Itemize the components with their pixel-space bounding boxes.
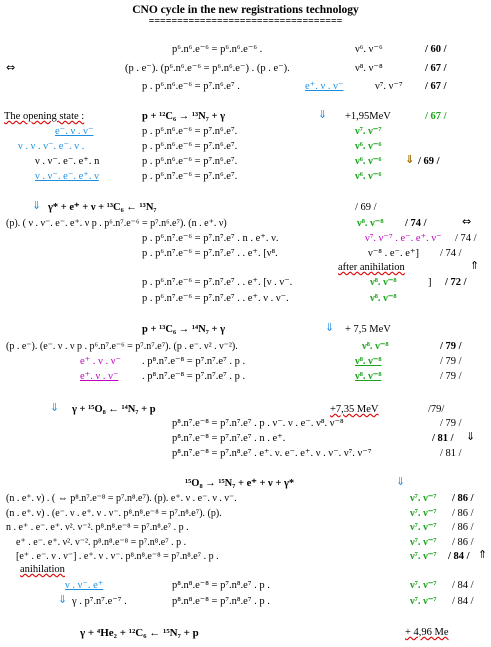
nu-line-27: ν⁷. ν⁻⁷ [410,522,437,533]
formula-line-25: (n . e⁺. ν) . ( ⇔ p⁸.n⁷.e⁻⁸ = p⁷.n⁸.e⁷). (p). e⁺. ν . e⁻. ν . ν⁻. [6,493,237,504]
down-arrow-icon: ⇓ [396,475,406,488]
ref-line-14: / 72 / [445,277,467,288]
left-line-8: ν . ν⁻. e⁻. e⁺. ν [35,171,99,182]
ref-line-23: / 81 / [440,448,462,459]
ref-line-12: / 74 / [440,248,462,259]
opening-ref: / 67 / [425,111,447,122]
left-line-18: e⁺ . ν . ν⁻ [80,356,121,367]
nu-line-14: ν⁸. ν⁻⁸ [370,277,397,288]
formula-line-21: p⁸.n⁷.e⁻⁸ = p⁷.n⁷.e⁷ . p . ν⁻. ν . e⁻. ν⁸. ν⁻⁸ [172,418,344,429]
formula-line-1: p⁶.n⁶.e⁻⁶ = p⁶.n⁶.e⁻⁶ . [172,44,263,55]
page-title: CNO cycle in the new registrations technology [132,4,359,16]
down-arrow-icon: ⇓ [466,430,476,443]
nu-line-12: ν⁻⁸ . e⁻. e⁺] [368,248,419,259]
nu-line-18: ν⁸. ν⁻⁸ [355,356,382,367]
ref-line-27: / 86 / [452,522,474,533]
formula-line-11: p . p⁶.n⁷.e⁻⁶ = p⁷.n⁷.e⁷ . n . e⁺. ν. [142,233,279,244]
formula-line-29: [e⁺ . e⁻. ν . ν⁻] . e⁺. ν . ν⁻. p⁸.n⁸.e⁻⁸ = p⁷.n⁸.e⁷ . p . [16,551,219,562]
formula-line-14: p . p⁶.n⁷.e⁻⁶ = p⁷.n⁷.e⁷ . . e⁺. [ν . ν⁻. [142,277,293,288]
equation-3: γ + ¹⁵O₈ ← ¹⁴N₇ + p [72,404,156,415]
nu-line-1: ν⁶. ν⁻⁶ [355,44,383,55]
formula-line-10: (p). ( ν . ν⁻. e⁻. e⁺. ν p . p⁶.n⁷.e⁻⁶ = p⁷.n⁶.e⁷). (n . e⁺. ν) [6,218,227,229]
left-line-19: e⁺. ν . ν⁻ [80,371,119,382]
left-line-31: ν . ν⁻. e⁺ [65,580,104,591]
ref-line-11: / 74 / [455,233,477,244]
down-arrow-icon: ⇓ [325,321,335,334]
down-arrow-icon: ⇓ [50,401,60,414]
nu-line-17: ν⁸. ν⁻⁸ [362,341,389,352]
ref-line-1: / 60 / [425,44,447,55]
equivalence-arrow-icon: ⇔ [462,215,472,228]
formula-line-8: p . p⁶.n⁷.e⁻⁶ = p⁷.n⁶.e⁷. [142,171,238,182]
left-line-7: ν . ν⁻. e⁻. e⁺. n [35,156,100,167]
formula-line-5: p . p⁶.n⁶.e⁻⁶ = p⁷.n⁶.e⁷. [142,126,238,137]
ref-line-22: / 81 / [432,433,454,444]
down-arrow-icon: ⇓ [318,108,328,121]
up-arrow-icon: ⇑ [478,548,488,561]
formula-line-6: p . p⁶.n⁶.e⁻⁶ = p⁷.n⁶.e⁷. [142,141,238,152]
down-arrow-icon: ⇓ [58,593,68,606]
formula-line-23: p⁸.n⁷.e⁻⁸ = p⁷.n⁸.e⁷ . e⁺. ν. e⁻. e⁺. ν . ν⁻. ν⁷. ν⁻⁷ [172,448,372,459]
nu-line-25: ν⁷. ν⁻⁷ [410,493,437,504]
ref-line-2: / 67 / [425,63,447,74]
extra-line-3: e⁺. ν . ν⁻ [305,81,344,92]
ref-line-18: / 79 / [440,356,462,367]
down-arrow-icon: ⇓ [405,153,415,166]
ref-line-21: / 79 / [440,418,462,429]
ref-line-19: / 79 / [440,371,462,382]
up-arrow-icon: ⇑ [470,259,480,272]
ref-line-26: / 86 / [452,508,474,519]
opening-energy: +1,95MeV [345,111,391,122]
anihilation-label: anihilation [20,564,65,575]
left-line-32: γ . p⁷.n⁷.e⁻⁷ . [72,596,127,607]
ref-line-31: / 84 / [452,580,474,591]
formula-line-17: (p . e⁻). (e⁻. ν . ν p . p⁶.n⁷.e⁻⁶ = p⁷.n⁷.e⁷). (p . e⁻. ν² . ν⁻²). [6,341,238,352]
formula-line-27: n . e⁺ . e⁻. e⁺. ν². ν⁻². p⁸.n⁸.e⁻⁸ = p⁷.n⁸.e⁷ . p . [6,522,189,533]
ref-line-25: / 86 / [452,493,474,504]
nu-line-3: ν⁷. ν⁻⁷ [375,81,403,92]
nu-line-26: ν⁷. ν⁻⁷ [410,508,437,519]
equation-2: p + ¹³C₆ → ¹⁴N₇ + γ [142,324,226,335]
equivalence-arrow-icon: ⇔ [6,61,16,74]
nu-line-31: ν⁷. ν⁻⁷ [410,580,437,591]
ref-line-32: / 84 / [452,596,474,607]
nu-line-10: ν⁸. ν⁻⁸ [357,218,384,229]
formula-line-18: . p⁸.n⁷.e⁻⁸ = p⁷.n⁷.e⁷ . p . [142,356,246,367]
formula-line-7: p . p⁶.n⁶.e⁻⁶ = p⁷.n⁶.e⁷. [142,156,238,167]
equation-4: ¹⁵O₈ → ¹⁵N₇ + e⁺ + ν + γ* [185,478,295,489]
ref-line-29: / 84 / [448,551,470,562]
formula-line-26: (n . e⁺. ν) . (e⁻. ν . e⁺. ν . ν⁻. p⁸.n⁸.e⁻⁸ = p⁷.n⁸.e⁷). (p). [6,508,222,519]
nu-line-11: ν⁷. ν⁻⁷ . e⁻. e⁺. ν⁻ [365,233,442,244]
formula-line-12: p . p⁶.n⁷.e⁻⁶ = p⁷.n⁷.e⁷ . . e⁺. [ν⁸. [142,248,278,259]
formula-line-22: p⁸.n⁷.e⁻⁸ = p⁷.n⁷.e⁷ . n . e⁺. [172,433,286,444]
formula-line-19: . p⁸.n⁷.e⁻⁸ = p⁷.n⁷.e⁷ . p . [142,371,246,382]
nu-line-2: ν⁸. ν⁻⁸ [355,63,383,74]
title-separator: ================================== [148,16,343,27]
formula-line-28: e⁺ . e⁻. e⁺. ν². ν⁻². p⁸.n⁸.e⁻⁸ = p⁷.n⁸.e⁷ . p . [16,537,187,548]
equation-line-9: γ* + e⁺ + ν + ¹³C₆ ← ¹³N₇ [48,202,157,213]
ref-line-28: / 86 / [452,537,474,548]
formula-line-31: p⁸.n⁸.e⁻⁸ = p⁷.n⁸.e⁷ . p . [172,580,270,591]
energy-3: +7,35 MeV [330,404,379,415]
energy-2: + 7,5 MeV [345,324,391,335]
opening-equation: p + ¹²C₆ → ¹³N₇ + γ [142,111,226,122]
down-arrow-icon: ⇓ [32,199,42,212]
bracket-line-14: ] [428,277,432,288]
opening-label: The opening state : [4,111,85,122]
ref-line-10: / 74 / [405,218,427,229]
nu-line-5: ν⁷. ν⁻⁷ [355,126,382,137]
ref-line-17: / 79 / [440,341,462,352]
after-anihilation-label: after anihilation [338,262,405,273]
nu-line-8: ν⁶. ν⁻⁶ [355,171,382,182]
ref-eq-3: /79/ [428,404,445,415]
left-line-5: e⁻. ν . ν⁻ [55,126,94,137]
left-line-6: ν . ν . ν⁻. e⁻. ν . [18,141,85,152]
formula-line-3: p . p⁶.n⁶.e⁻⁶ = p⁷.n⁶.e⁷ . [142,81,240,92]
nu-line-6: ν⁶. ν⁻⁶ [355,141,382,152]
nu-line-15: ν⁸. ν⁻⁸ [370,293,397,304]
ref-line-9: / 69 / [355,202,377,213]
nu-line-7: ν⁶. ν⁻⁶ [355,156,382,167]
nu-line-32: ν⁷. ν⁻⁷ [410,596,437,607]
nu-line-29: ν⁷. ν⁻⁷ [410,551,437,562]
nu-line-28: ν⁷. ν⁻⁷ [410,537,437,548]
ref-line-7: / 69 / [418,156,440,167]
formula-line-32: p⁸.n⁸.e⁻⁸ = p⁷.n⁸.e⁷ . p . [172,596,270,607]
formula-line-15: p . p⁶.n⁷.e⁻⁶ = p⁷.n⁷.e⁷ . . e⁺. ν . ν⁻. [142,293,289,304]
nu-line-19: ν⁸. ν⁻⁸ [355,371,382,382]
formula-line-2: (p . e⁻). (p⁶.n⁶.e⁻⁶ = p⁶.n⁶.e⁻) . (p . e⁻). [125,63,290,74]
final-equation: γ + ⁴He₂ + ¹²C₆ ← ¹⁵N₇ + p [80,627,199,639]
ref-line-3: / 67 / [425,81,447,92]
final-energy: + 4,96 Me [405,627,449,638]
